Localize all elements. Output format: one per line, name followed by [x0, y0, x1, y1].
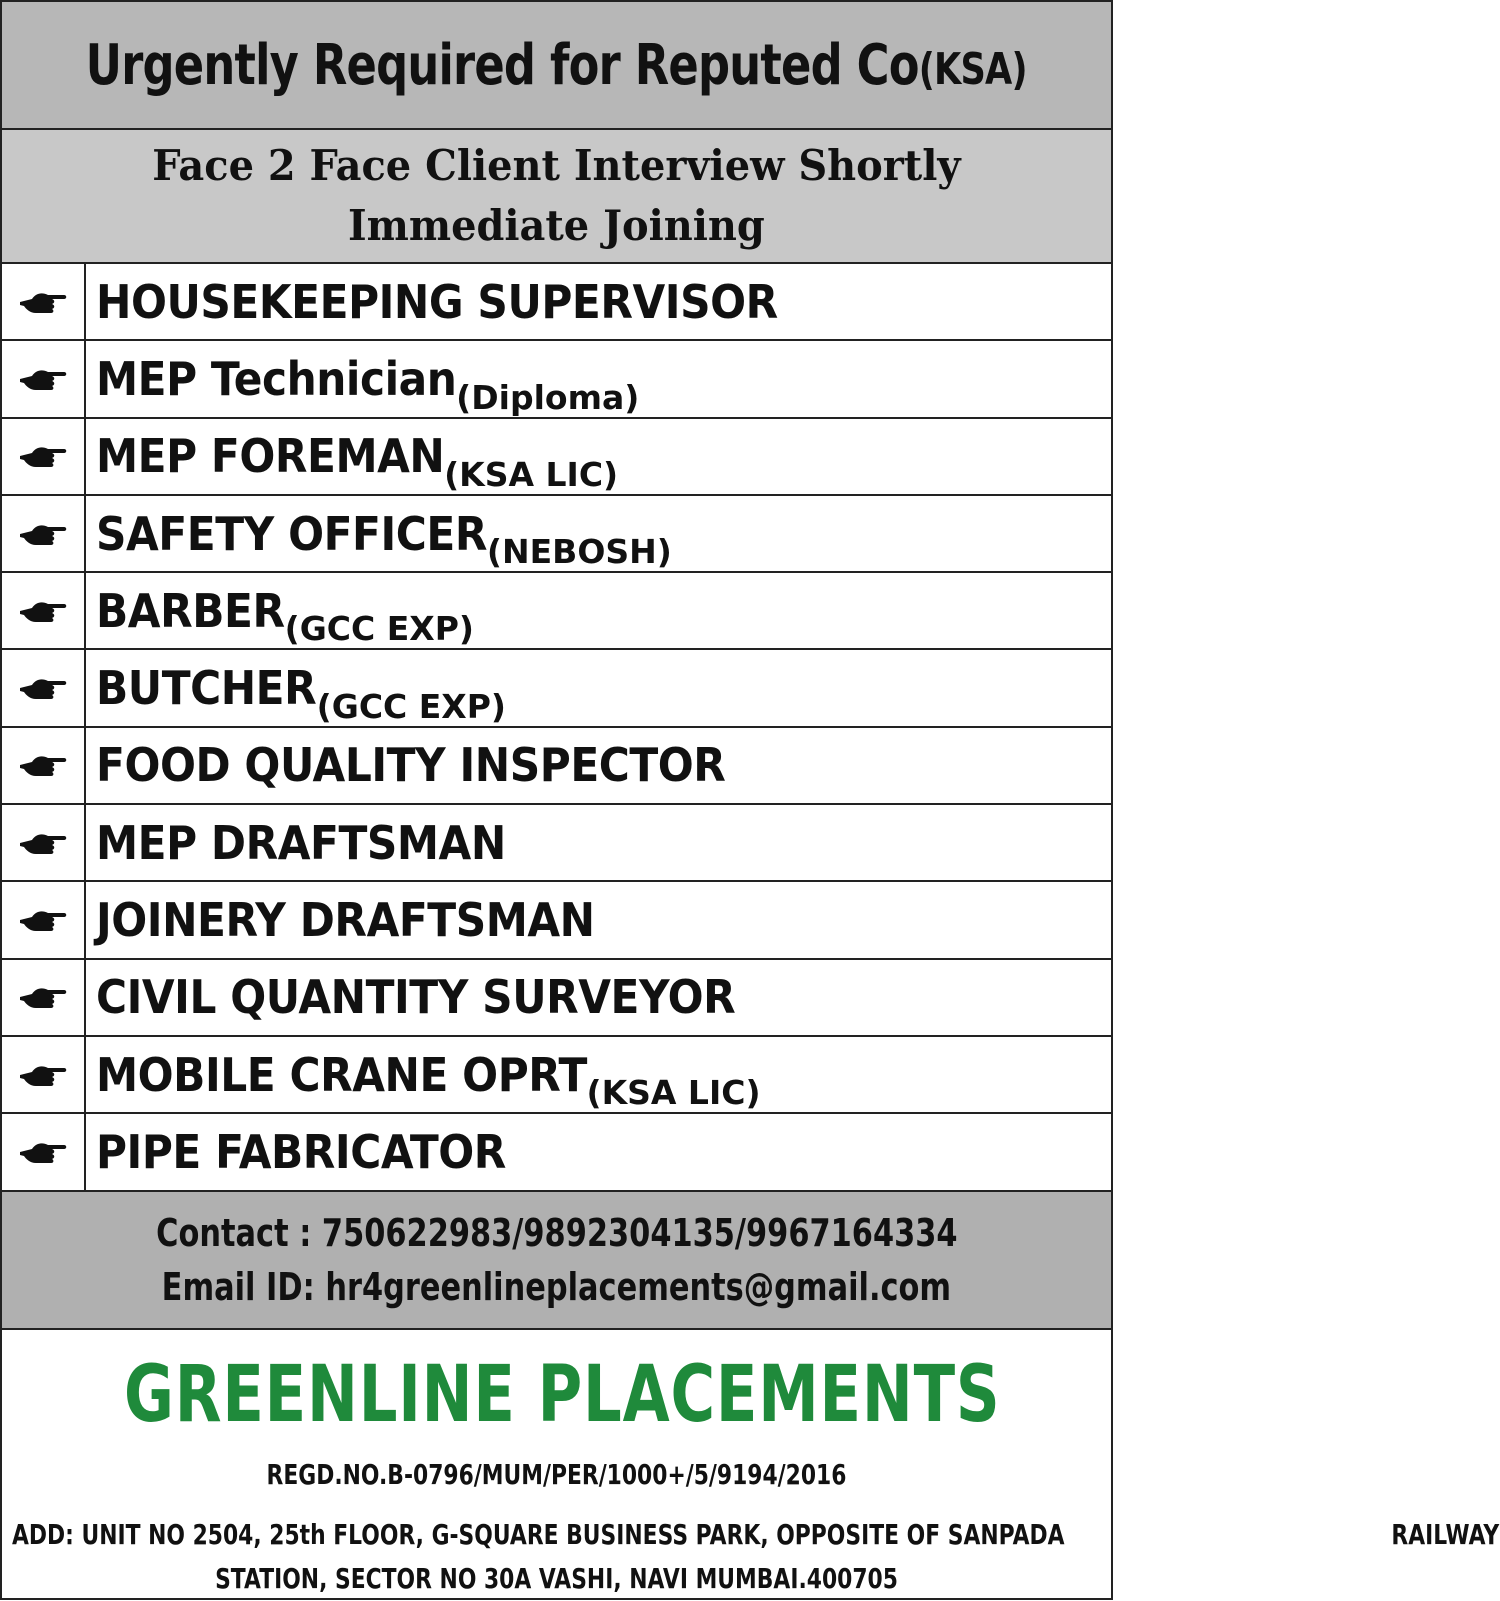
job-qualification: (KSA LIC): [444, 454, 619, 494]
poster-footer: [2, 1349, 1500, 1601]
job-row: [2, 1037, 1111, 1114]
contact-email: Email ID: hr4greenlineplacements@gmail.com: [161, 1264, 952, 1309]
job-cell: [86, 960, 1111, 1035]
poster-subheader: [2, 130, 1111, 264]
job-qualification: (Diploma): [456, 377, 640, 417]
job-row: [2, 573, 1111, 650]
job-qualification: (KSA LIC): [586, 1073, 761, 1113]
job-cell: [86, 728, 1111, 803]
job-qualification: (NEBOSH): [486, 532, 672, 572]
job-cell: [86, 1037, 1111, 1112]
header-title-suffix: (KSA): [919, 43, 1028, 95]
job-row: [2, 341, 1111, 418]
address: [2, 1513, 1500, 1601]
job-cell: [86, 650, 1111, 725]
pointing-hand-icon: [2, 960, 86, 1035]
subheader-line-2: Immediate Joining: [348, 201, 765, 250]
job-row: [2, 728, 1111, 805]
job-row: [2, 1114, 1111, 1191]
job-row: [2, 496, 1111, 573]
job-list: [2, 264, 1111, 1192]
job-title: BUTCHER: [96, 661, 317, 716]
contact-section: [2, 1192, 1111, 1330]
job-cell: [86, 882, 1111, 957]
job-row: [2, 882, 1111, 959]
pointing-hand-icon: [2, 728, 86, 803]
job-title: MOBILE CRANE OPRT: [96, 1047, 587, 1102]
job-title: FOOD QUALITY INSPECTOR: [96, 738, 726, 793]
pointing-hand-icon: [2, 496, 86, 571]
job-title: BARBER: [96, 583, 285, 638]
job-title: HOUSEKEEPING SUPERVISOR: [96, 274, 778, 329]
pointing-hand-icon: [2, 1114, 86, 1189]
contact-phone: Contact : 750622983/9892304135/9967164334: [155, 1210, 958, 1255]
job-qualification: (GCC EXP): [284, 609, 474, 649]
pointing-hand-icon: [2, 341, 86, 416]
job-row: [2, 805, 1111, 882]
address-line-1-right: RAILWAY: [1391, 1517, 1500, 1551]
job-row: [2, 264, 1111, 341]
job-cell: [86, 573, 1111, 648]
job-cell: [86, 419, 1111, 494]
job-row: [2, 650, 1111, 727]
job-cell: [86, 264, 1111, 339]
job-title: JOINERY DRAFTSMAN: [96, 893, 595, 948]
job-title: SAFETY OFFICER: [96, 506, 487, 561]
job-title: MEP FOREMAN: [96, 429, 445, 484]
job-row: [2, 419, 1111, 496]
job-title: MEP DRAFTSMAN: [96, 815, 506, 870]
address-line-1-left: ADD: UNIT NO 2504, 25th FLOOR, G-SQUARE BUSINESS PARK, OPPOSITE OF SANPADA: [12, 1517, 1065, 1551]
job-qualification: (GCC EXP): [316, 686, 507, 726]
pointing-hand-icon: [2, 882, 86, 957]
subheader-line-1: Face 2 Face Client Interview Shortly: [152, 141, 961, 190]
job-row: [2, 960, 1111, 1037]
pointing-hand-icon: [2, 264, 86, 339]
address-line-1: [2, 1513, 1500, 1557]
job-cell: [86, 805, 1111, 880]
job-cell: [86, 341, 1111, 416]
pointing-hand-icon: [2, 419, 86, 494]
registration-number: REGD.NO.B-0796/MUM/PER/1000+/5/9194/2016: [266, 1457, 847, 1491]
job-cell: [86, 496, 1111, 571]
brand-name: GREENLINE PLACEMENTS: [123, 1349, 1001, 1440]
pointing-hand-icon: [2, 1037, 86, 1112]
header-title-main: Urgently Required for Reputed Co: [85, 32, 920, 98]
pointing-hand-icon: [2, 650, 86, 725]
poster-header: [2, 2, 1111, 130]
address-line-2: STATION, SECTOR NO 30A VASHI, NAVI MUMBAI.400705: [215, 1561, 898, 1595]
job-title: MEP Technician: [96, 351, 457, 406]
job-title: CIVIL QUANTITY SURVEYOR: [96, 970, 736, 1025]
pointing-hand-icon: [2, 805, 86, 880]
pointing-hand-icon: [2, 573, 86, 648]
job-cell: [86, 1114, 1111, 1189]
job-title: PIPE FABRICATOR: [96, 1124, 506, 1179]
header-title: [86, 33, 1027, 98]
